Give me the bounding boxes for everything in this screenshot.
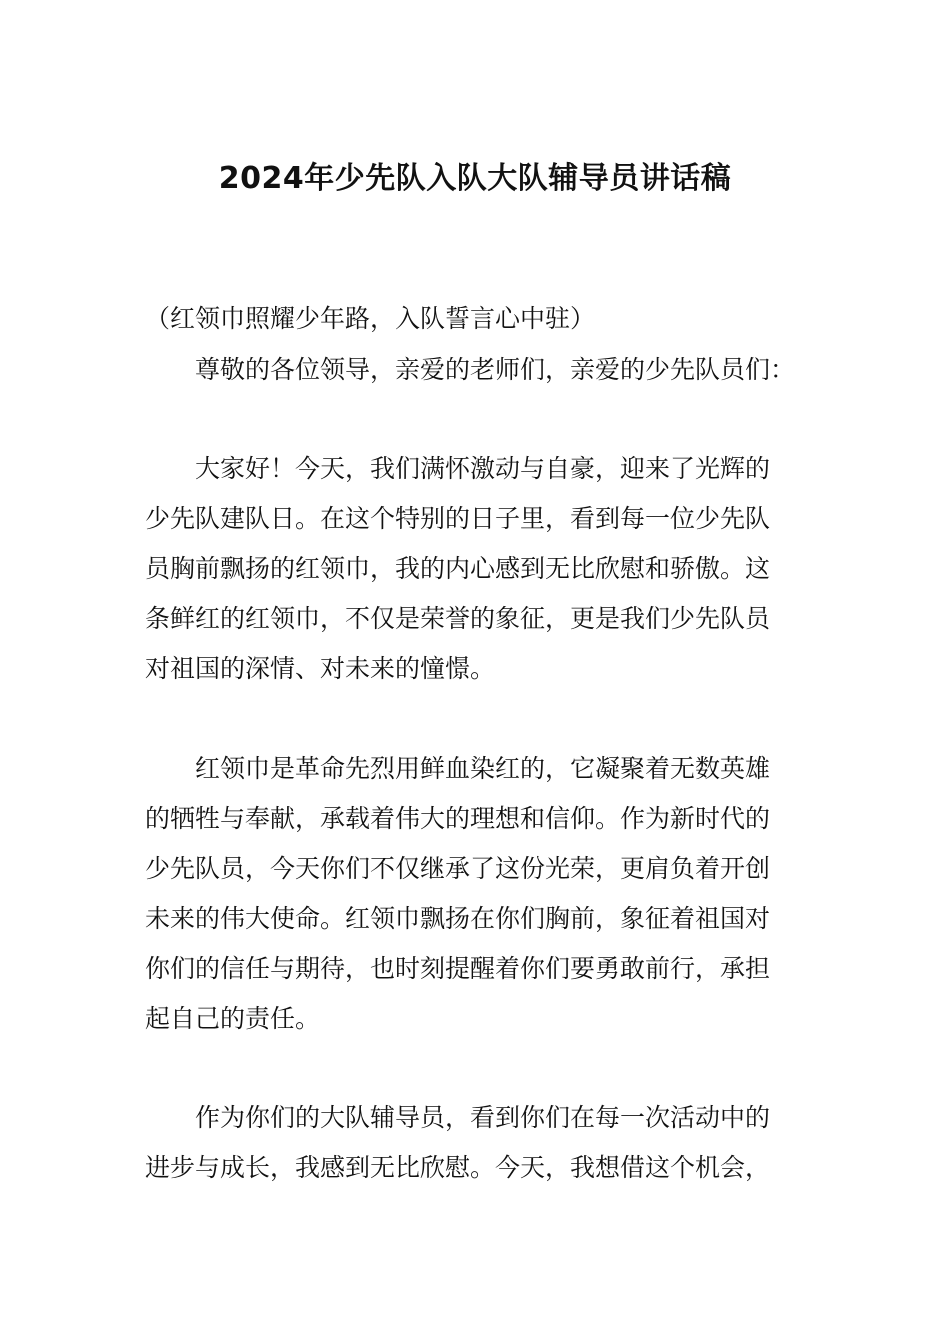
paragraph-line: 条鲜红的红领巾，不仅是荣誉的象征，更是我们少先队员: [145, 604, 771, 633]
paragraph-line: 进步与成长，我感到无比欣慰。今天，我想借这个机会，: [145, 1153, 771, 1182]
document-title: 2024年少先队入队大队辅导员讲话稿: [218, 161, 732, 196]
paragraph-line: 起自己的责任。: [145, 1004, 321, 1033]
paragraph-3: [145, 1093, 810, 1193]
paragraph-line: 你们的信任与期待，也时刻提醒着你们要勇敢前行，承担: [145, 954, 771, 983]
paragraph-line: 的牺牲与奉献，承载着伟大的理想和信仰。作为新时代的: [145, 804, 771, 833]
paragraph-line: 少先队建队日。在这个特别的日子里，看到每一位少先队: [145, 504, 771, 533]
paragraph-line: 大家好！今天，我们满怀激动与自豪，迎来了光辉的: [195, 454, 771, 483]
paragraph-1: [145, 444, 810, 694]
paragraph-line: 红领巾是革命先烈用鲜血染红的，它凝聚着无数英雄: [195, 754, 771, 783]
paragraph-line: 少先队员，今天你们不仅继承了这份光荣，更肩负着开创: [145, 854, 771, 883]
paragraph-line: 未来的伟大使命。红领巾飘扬在你们胸前，象征着祖国对: [145, 904, 771, 933]
paragraph-line: 作为你们的大队辅导员，看到你们在每一次活动中的: [195, 1103, 771, 1132]
paragraph-line: 对祖国的深情、对未来的憧憬。: [145, 654, 496, 683]
paragraph-2: [145, 744, 810, 1044]
document-subtitle: （红领巾照耀少年路，入队誓言心中驻）: [145, 304, 596, 333]
salutation: 尊敬的各位领导，亲爱的老师们，亲爱的少先队员们：: [195, 355, 796, 384]
paragraph-line: 员胸前飘扬的红领巾，我的内心感到无比欣慰和骄傲。这: [145, 554, 771, 583]
